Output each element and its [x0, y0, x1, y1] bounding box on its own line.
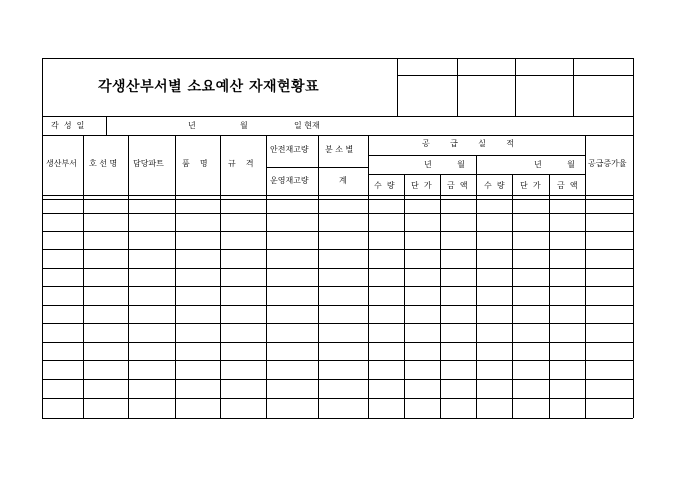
- grid-line: [573, 58, 574, 116]
- header-spec: 규 격: [228, 159, 254, 168]
- grid-line: [368, 135, 369, 418]
- grid-line: [220, 135, 221, 418]
- grid-line: [83, 135, 84, 418]
- date-label: 각 성 일: [51, 121, 85, 130]
- header-year-month-1: 년 월: [424, 160, 465, 169]
- date-day: 일 현재: [294, 121, 320, 130]
- table-row-line: [42, 305, 633, 306]
- header-growth-rate: 공급증가율: [588, 159, 627, 168]
- grid-line: [476, 174, 477, 418]
- grid-line: [457, 58, 458, 116]
- table-row-line: [42, 199, 633, 200]
- grid-line: [397, 75, 633, 76]
- grid-line: [404, 174, 405, 418]
- form-title: 각생산부서별 소요예산 자재현황표: [98, 79, 320, 95]
- header-total: 계: [339, 176, 347, 185]
- frame-left: [42, 58, 43, 418]
- header-amount-1: 금 액: [447, 181, 468, 190]
- grid-line: [42, 116, 633, 117]
- frame-right: [633, 58, 634, 418]
- table-row-line: [42, 398, 633, 399]
- header-item-name: 품 명: [182, 159, 208, 168]
- frame-top: [42, 58, 633, 59]
- grid-line: [549, 174, 550, 418]
- table-row-line: [42, 286, 633, 287]
- grid-line: [585, 135, 586, 418]
- frame-bottom: [42, 418, 633, 419]
- header-supply-record: 공 급 실 적: [422, 139, 514, 148]
- header-safety-stock: 안전재고량: [270, 145, 309, 154]
- table-row-line: [42, 231, 633, 232]
- header-unit-price-1: 단 가: [411, 181, 432, 190]
- grid-line: [128, 135, 129, 418]
- grid-line: [476, 155, 477, 174]
- date-year: 년: [188, 121, 196, 130]
- date-month: 월: [240, 121, 248, 130]
- grid-line: [266, 135, 267, 418]
- table-row-line: [42, 213, 633, 214]
- header-unit-price-2: 단 가: [520, 181, 541, 190]
- header-year-month-2: 년 월: [534, 160, 575, 169]
- grid-line: [397, 58, 398, 116]
- table-row-line: [42, 249, 633, 250]
- header-part: 담당파트: [133, 159, 164, 168]
- table-row-line: [42, 342, 633, 343]
- header-qty-2: 수 량: [484, 181, 505, 190]
- grid-line: [106, 116, 107, 135]
- header-amount-2: 금 액: [557, 181, 578, 190]
- table-row-line: [42, 379, 633, 380]
- grid-line: [175, 135, 176, 418]
- grid-line: [515, 58, 516, 116]
- table-row-line: [42, 360, 633, 361]
- header-line-name: 호 선 명: [89, 159, 118, 168]
- grid-line: [440, 174, 441, 418]
- grid-line: [318, 135, 319, 418]
- grid-line: [512, 174, 513, 418]
- header-by-quarter: 분 소 별: [325, 145, 354, 154]
- grid-line: [42, 135, 633, 136]
- table-row-line: [42, 323, 633, 324]
- header-operating-stock: 운영재고량: [270, 176, 309, 185]
- grid-line: [266, 167, 368, 168]
- grid-line: [42, 195, 633, 196]
- header-qty-1: 수 량: [374, 181, 395, 190]
- header-dept: 생산부서: [46, 159, 77, 168]
- table-row-line: [42, 268, 633, 269]
